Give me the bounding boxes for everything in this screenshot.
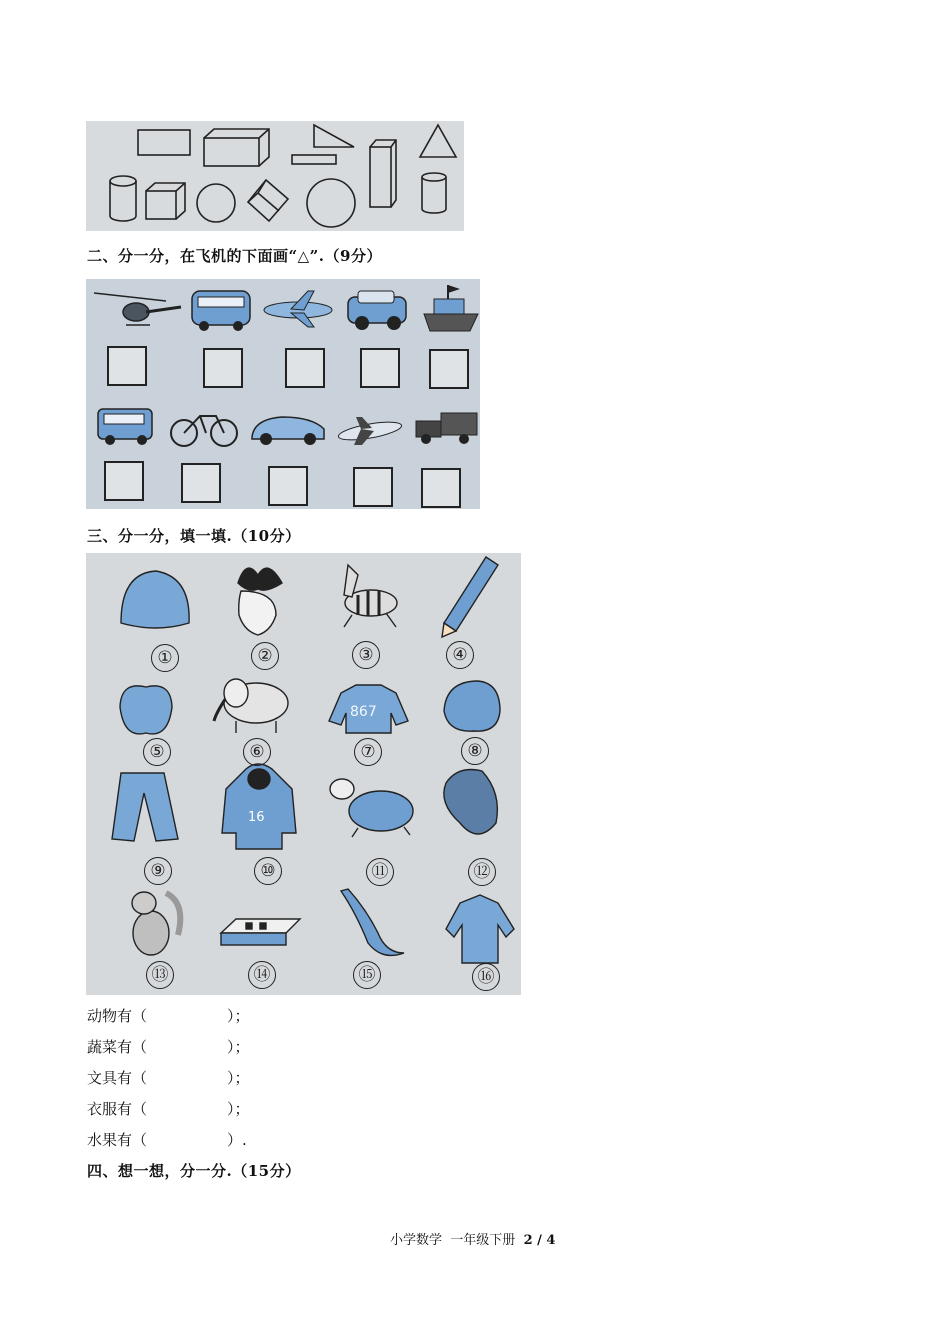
sweater-icon — [329, 685, 408, 733]
item-number: ⑯ — [472, 963, 500, 991]
airplane-icon — [337, 417, 402, 445]
pepper-icon — [444, 681, 500, 731]
section-two-heading: 二、分一分，在飞机的下面画“△”.（9分） — [87, 247, 382, 265]
cylinder-icon — [422, 173, 446, 213]
car-icon — [348, 291, 406, 330]
item-number: ⑧ — [461, 737, 489, 765]
fill-line-vegetables — [87, 1036, 250, 1057]
item-number: ⑨ — [144, 857, 172, 885]
item-number: ⑦ — [354, 738, 382, 766]
item-number: ⑭ — [248, 961, 276, 989]
cuboid-flat-icon — [292, 155, 336, 164]
rectangle-icon — [138, 130, 190, 155]
item-number: ④ — [446, 641, 474, 669]
radish-icon — [238, 568, 282, 635]
answer-box — [430, 350, 468, 388]
ship-icon — [424, 285, 478, 331]
fill-line-label: 动物有（ — [87, 1007, 148, 1025]
zebra-icon — [344, 565, 397, 627]
hoodie-text: 16 — [248, 810, 265, 825]
item-number: ③ — [352, 641, 380, 669]
hoodie-icon — [222, 764, 296, 849]
items-drawing — [86, 553, 521, 995]
apple-icon — [120, 686, 172, 734]
shapes-figure — [86, 121, 464, 231]
section-three-heading: 三、分一分，填一填.（10分） — [87, 527, 301, 545]
circle-icon — [307, 179, 355, 227]
answer-box — [286, 349, 324, 387]
footer-subject: 小学数学 — [390, 1233, 443, 1248]
cuboid-icon — [204, 129, 269, 166]
elephant-icon — [214, 679, 288, 733]
footer-grade: 一年级下册 — [450, 1233, 516, 1248]
car-icon — [252, 417, 324, 445]
item-number: ② — [251, 642, 279, 670]
sweater-text: 867 — [350, 704, 377, 720]
items-figure — [86, 553, 521, 995]
airplane-icon — [264, 291, 332, 327]
circle-icon — [197, 184, 235, 222]
answer-box — [108, 347, 146, 385]
section-four-heading: 四、想一想，分一分.（15分） — [87, 1162, 301, 1180]
item-number: ⑬ — [146, 961, 174, 989]
item-number: ⑩ — [254, 857, 282, 885]
answer-box — [105, 462, 143, 500]
tall-cuboid-icon — [370, 140, 396, 207]
answer-box — [204, 349, 242, 387]
fill-line-label: 文具有（ — [87, 1069, 148, 1087]
answer-box — [354, 468, 392, 506]
shapes-drawing — [86, 121, 464, 231]
cylinder-icon — [110, 176, 136, 221]
item-number: ⑤ — [143, 738, 171, 766]
answer-box — [182, 464, 220, 502]
van-icon — [98, 409, 152, 445]
triangle-icon — [314, 125, 354, 147]
item-number: ⑪ — [366, 858, 394, 886]
answer-box — [422, 469, 460, 507]
fill-line-end: ）； — [227, 1038, 250, 1056]
item-number: ⑮ — [353, 961, 381, 989]
squirrel-icon — [132, 892, 180, 955]
triangle-icon — [420, 125, 456, 157]
vehicles-figure — [86, 279, 480, 509]
page-footer — [390, 1229, 555, 1248]
fill-line-end: ）； — [227, 1007, 250, 1025]
fill-line-label: 水果有（ — [87, 1131, 148, 1149]
item-number: ① — [151, 644, 179, 672]
vehicles-drawing — [86, 279, 480, 509]
cube-tilted-icon — [248, 180, 288, 221]
fill-line-label: 衣服有（ — [87, 1100, 148, 1118]
fill-line-end: ）. — [227, 1131, 247, 1149]
page-number: 2 / 4 — [523, 1233, 556, 1248]
fill-line-end: ）； — [227, 1100, 250, 1118]
cabbage-icon — [444, 770, 498, 835]
chili-icon — [341, 889, 404, 955]
pencil-icon — [442, 557, 498, 637]
fill-line-fruits — [87, 1129, 247, 1150]
turtle-icon — [330, 779, 413, 837]
bus-icon — [192, 291, 250, 331]
answer-box — [361, 349, 399, 387]
item-number: ⑫ — [468, 858, 496, 886]
peach-icon — [121, 571, 189, 628]
cube-icon — [146, 183, 185, 219]
fill-line-end: ）； — [227, 1069, 250, 1087]
shirt-icon — [446, 895, 514, 963]
fill-line-animals — [87, 1005, 250, 1026]
eraser-icon — [221, 919, 300, 945]
fill-line-label: 蔬菜有（ — [87, 1038, 148, 1056]
item-number: ⑥ — [243, 738, 271, 766]
fill-line-clothes — [87, 1098, 250, 1119]
fill-line-stationery — [87, 1067, 250, 1088]
answer-box — [269, 467, 307, 505]
helicopter-icon — [94, 293, 181, 325]
bicycle-icon — [171, 416, 237, 446]
pants-icon — [112, 773, 178, 841]
truck-icon — [416, 413, 477, 444]
